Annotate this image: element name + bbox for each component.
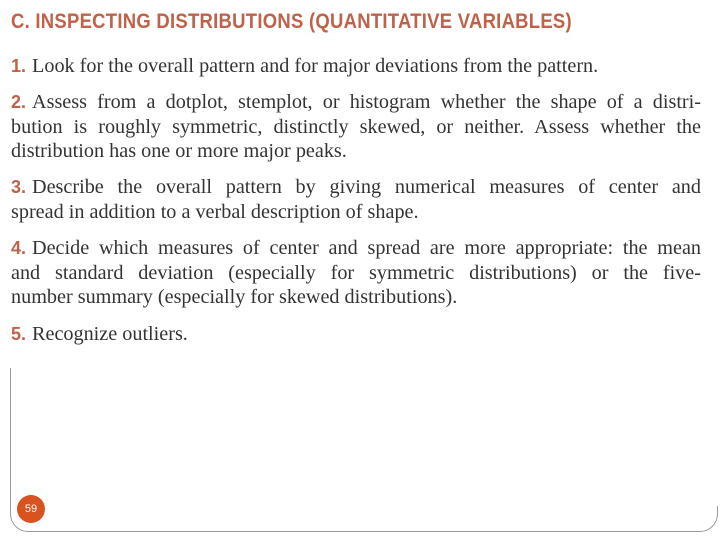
section-heading: C. INSPECTING DISTRIBUTIONS (QUANTITATIVE VARIABLES) bbox=[11, 10, 572, 33]
list-item-2 bbox=[11, 90, 701, 164]
list-item-1-text: Look for the overall pattern and for major deviations from the pattern. bbox=[32, 55, 599, 77]
slide-frame bbox=[10, 368, 718, 532]
list-item-5-text: Recognize outliers. bbox=[32, 323, 188, 345]
list-item-3-line-1 bbox=[11, 175, 701, 200]
list-item-4-number: 4. bbox=[11, 238, 27, 258]
list-item-2-number: 2. bbox=[11, 92, 27, 112]
list-item-2-line-1 bbox=[11, 90, 701, 115]
list-item-5-line-1 bbox=[11, 322, 701, 347]
list-item-5-number: 5. bbox=[11, 324, 27, 344]
list-item-3 bbox=[11, 175, 701, 224]
list-item-1-line-1 bbox=[11, 54, 701, 79]
list-item-4-line-2: and standard deviation (especially for symmetric distributions) or the five- bbox=[11, 261, 701, 284]
list-item-3-line-2: spread in addition to a verbal description of shape. bbox=[11, 200, 419, 223]
list-item-5 bbox=[11, 322, 701, 347]
list-item-4-text-1: Decide which measures of center and spread are more appropriate: the mean bbox=[32, 237, 701, 259]
list-item-2-line-2: bution is roughly symmetric, distinctly skewed, or neither. Assess whether the bbox=[11, 115, 701, 138]
frame-gap bbox=[715, 366, 719, 506]
list-item-1 bbox=[11, 54, 701, 79]
list-item-2-text-1: Assess from a dotplot, stemplot, or histogram whether the shape of a distri- bbox=[32, 91, 701, 113]
list-item-4-line-1 bbox=[11, 236, 701, 261]
list-item-4-line-3: number summary (especially for skewed distributions). bbox=[11, 286, 458, 308]
list-item-3-number: 3. bbox=[11, 177, 27, 197]
list-item-3-text-1: Describe the overall pattern by giving numerical measures of center and bbox=[32, 176, 701, 198]
list-item-2-line-3: distribution has one or more major peaks. bbox=[11, 140, 347, 162]
list-item-4 bbox=[11, 236, 701, 310]
list-item-1-number: 1. bbox=[11, 56, 27, 76]
page-number-badge: 59 bbox=[17, 495, 45, 523]
